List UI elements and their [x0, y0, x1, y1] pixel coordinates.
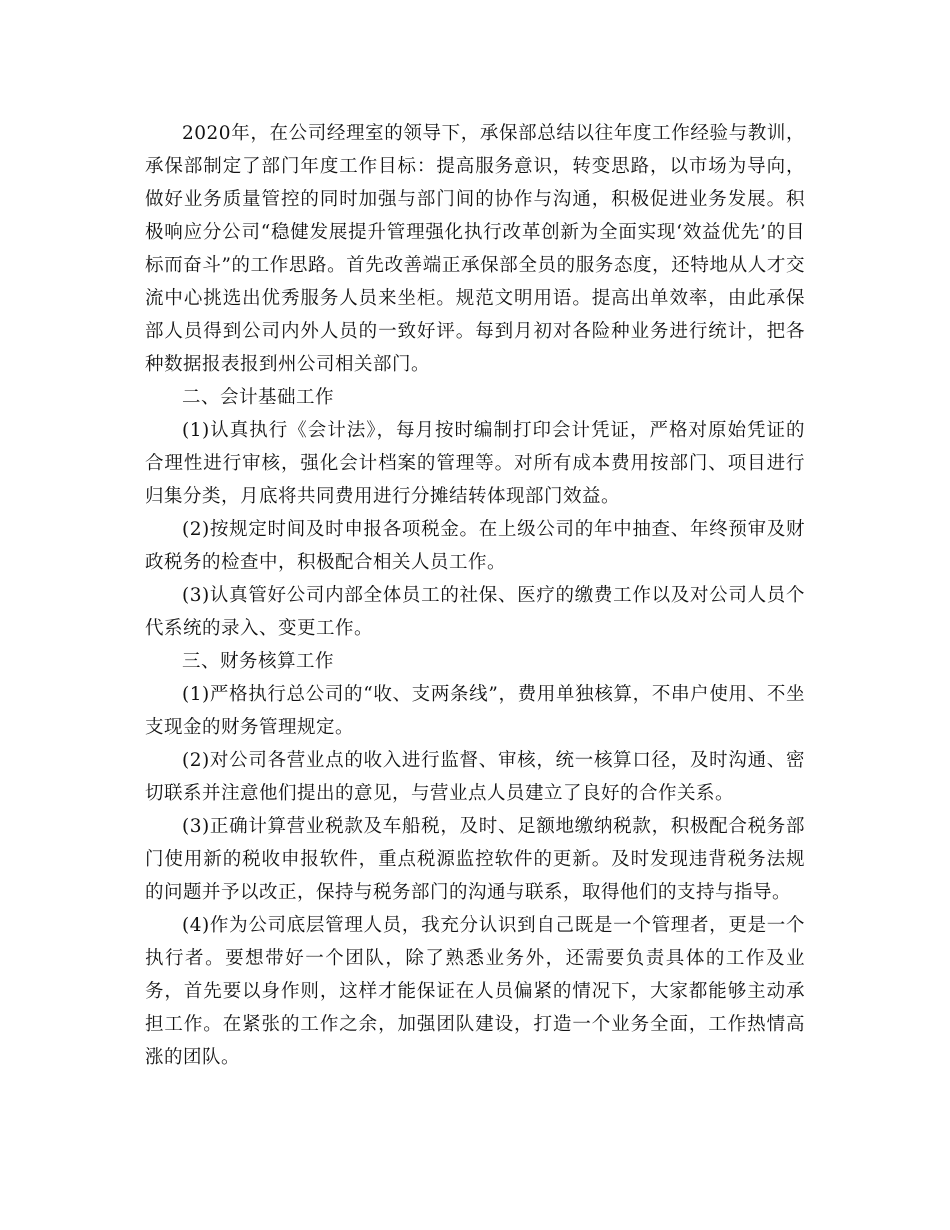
document-body — [145, 117, 805, 1074]
section-heading-accounting-basics: 二、会计基础工作 — [182, 387, 335, 408]
section-heading-financial-accounting: 三、财务核算工作 — [182, 651, 335, 672]
finance-item-1: (1)严格执行总公司的“收、支两条线”，费用单独核算，不串户使用、不坐支现金的财务管理规定。 — [145, 684, 805, 738]
accounting-item-2: (2)按规定时间及时申报各项税金。在上级公司的年中抽查、年终预审及财政税务的检查中，积极配合相关人员工作。 — [145, 519, 805, 573]
accounting-item-1: (1)认真执行《会计法》，每月按时编制打印会计凭证，严格对原始凭证的合理性进行审核，强化会计档案的管理等。对所有成本费用按部门、项目进行归集分类，月底将共同费用进行分摊结转体现部门效益。 — [145, 420, 805, 507]
finance-item-3: (3)正确计算营业税款及车船税，及时、足额地缴纳税款，积极配合税务部门使用新的税收申报软件，重点税源监控软件的更新。及时发现违背税务法规的问题并予以改正，保持与税务部门的沟通与联系，取得他们的支持与指导。 — [145, 816, 805, 903]
intro-paragraph: 2020年，在公司经理室的领导下，承保部总结以往年度工作经验与教训，承保部制定了部门年度工作目标：提高服务意识，转变思路，以市场为导向，做好业务质量管控的同时加强与部门间的协作与沟通，积极促进业务发展。积极响应分公司“稳健发展提升管理强化执行改革创新为全面实现‘效益优先’的目标而奋斗”的工作思路。首先改善端正承保部全员的服务态度，还特地从人才交流中心挑选出优秀服务人员来坐柜。规范文明用语。提高出单效率，由此承保部人员得到公司内外人员的一致好评。每到月初对各险种业务进行统计，把各种数据报表报到州公司相关部门。 — [145, 123, 805, 375]
finance-item-2: (2)对公司各营业点的收入进行监督、审核，统一核算口径，及时沟通、密切联系并注意他们提出的意见，与营业点人员建立了良好的合作关系。 — [145, 750, 805, 804]
finance-item-4: (4)作为公司底层管理人员，我充分认识到自己既是一个管理者，更是一个执行者。要想带好一个团队，除了熟悉业务外，还需要负责具体的工作及业务，首先要以身作则，这样才能保证在人员偏紧的情况下，大家都能够主动承担工作。在紧张的工作之余，加强团队建设，打造一个业务全面，工作热情高涨的团队。 — [145, 915, 805, 1068]
accounting-item-3: (3)认真管好公司内部全体员工的社保、医疗的缴费工作以及对公司人员个代系统的录入、变更工作。 — [145, 585, 805, 639]
